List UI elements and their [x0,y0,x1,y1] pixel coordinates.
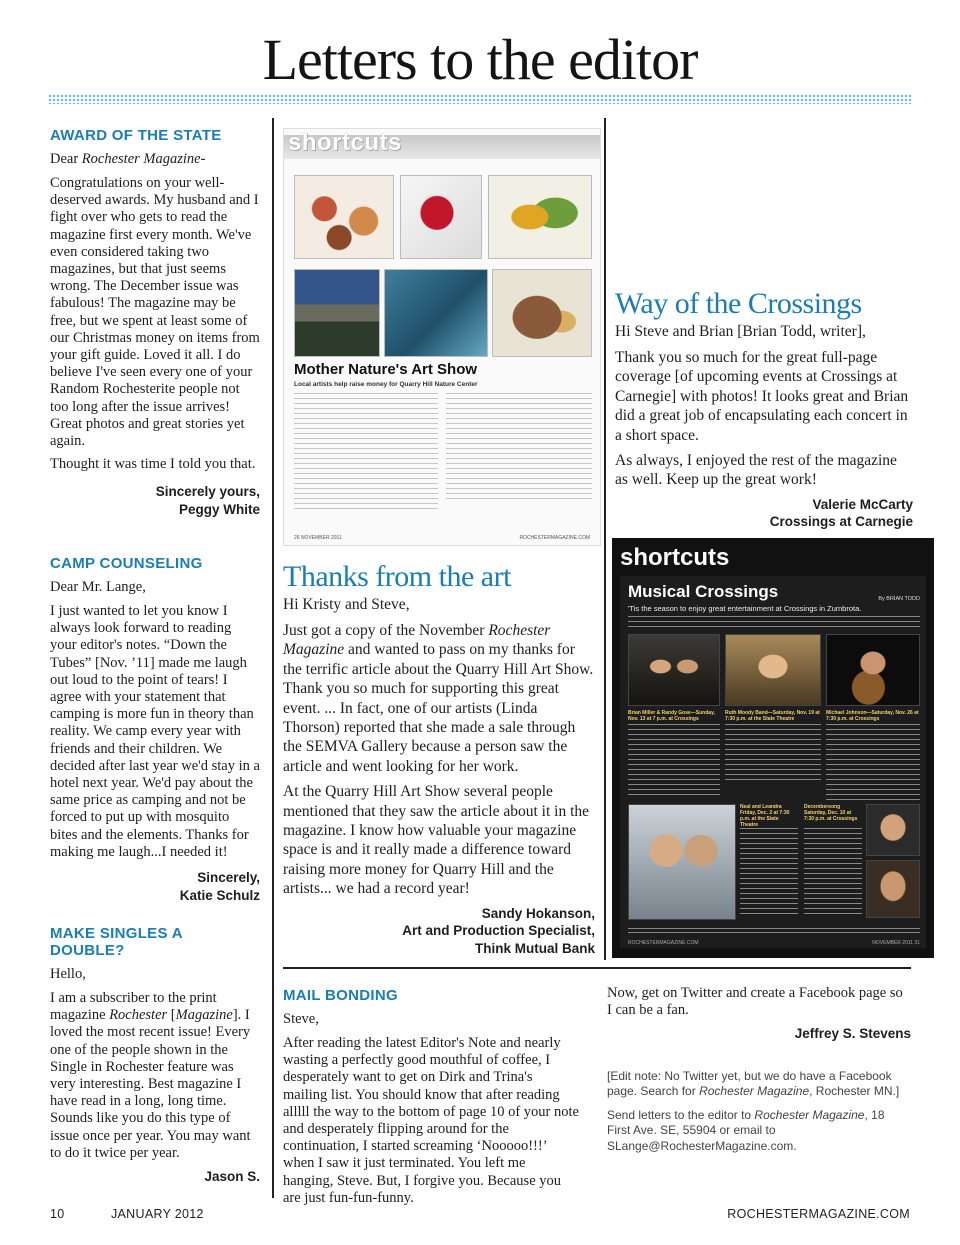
clipping-footer-left: 26 NOVEMBER 2011 [294,535,342,541]
clipping-section-logo: shortcuts [288,129,402,156]
letter-singles [50,925,260,1186]
author-title: Art and Production Specialist, [402,923,595,939]
clipping-byline: By BRIAN TODD [878,596,920,602]
event-caption: Michael Johnson—Saturday, Nov. 26 at 7:30 p.m. at Crossings [826,710,919,722]
clipping-footer-right: ROCHESTERMAGAZINE.COM [519,535,590,541]
event-text [725,724,821,784]
letter-paragraph: Congratulations on your well-deserved awards. My husband and I fight over who gets to read the magazine first every month. We've even considered taking two magazines, but that just seems wrong. The December issue was fabulous! The magazine may be free, but we spent at least some of our Christmas money on items from your gift guide. Loved it all. I do believe I've seen every one of your Random Rochesterite people not too long after the issue arrives! Great photos and great stories yet again. [50,175,260,450]
letter-paragraph: I just wanted to let you know I always look forward to reading your editor's notes. “Down the Tubes” [Nov. ’11] made me laugh out loud to the point of tears! I agree with your statement that camping is more fun in theory than reality. We camp every year with friends and their children. We decided after last year we'd stay in a hotel next year. We'd pay about the same price as camping and not be forced to put up with mosquito bites and the elements. Thanks for making me laugh...I needed it! [50,603,260,860]
author-name: Katie Schulz [179,887,260,903]
signature [50,483,260,518]
mail-section-divider [283,967,911,969]
musicians-photo-1 [628,634,720,706]
clipping-musical-crossings [612,538,934,958]
signature [50,1168,260,1186]
salutation: Hi Steve and Brian [Brian Todd, writer], [615,323,866,340]
issue-date: JANUARY 2012 [111,1207,204,1221]
letter-paragraph: At the Quarry Hill Art Show several people mentioned that they saw the article about it in the magazine. I know how valuable your magazine space is and it really made a difference toward raising more money for Quarry Hill and the artists... we had a record year! [283,783,590,898]
section-heading: Way of the Crossings [615,287,862,320]
section-heading: MAIL BONDING [283,987,398,1004]
event-caption: Decembersong Saturday, Dec. 10 at 7:30 p.m. at Crossings [804,804,858,822]
letter-paragraph: As always, I enjoyed the rest of the magazine as well. Keep up the great work! [615,452,897,489]
decembersong-photo-2 [866,860,920,918]
letter-paragraph: Thought it was time I told you that. [50,456,256,473]
author-name: Jason S. [204,1169,260,1185]
clipping-art-show [283,128,601,546]
edit-note: [Edit note: No Twitter yet, but we do have a Facebook page. Search for Rochester Magazine, Rochester MN.] [607,1068,900,1099]
sign-off: Sincerely, [197,870,260,886]
clipping-intro-text [628,616,920,628]
page-number: 10 [50,1207,65,1221]
salutation: Dear Rochester Magazine- [50,151,206,167]
decembersong-photo-1 [866,804,920,856]
salutation: Hello, [50,966,86,982]
author-name: Jeffrey S. Stevens [794,1026,911,1042]
letter-paragraph: Now, get on Twitter and create a Facebook page so I can be a fan. [607,985,903,1019]
section-heading: Thanks from the art [283,560,511,593]
letter-paragraph: After reading the latest Editor's Note and nearly wasting a perfectly good mouthful of coffee, I desperately want to get on Dirk and Trina's mailing list. You should know that after reading alllll the way to the bottom of page 10 of your note and desperately flipping around for the continuation, I started screaming ‘Nooooo!!!’ when I saw it just terminated. You left me hanging, Steve. But, I forgive you. Because you are just fun-fun-funny. [283,1035,579,1206]
letter-camp [50,555,260,904]
clipping-deck: Local artists help raise money for Quarry Hill Nature Center [294,381,478,388]
clipping-body-text-left [294,393,438,511]
salutation: Dear Mr. Lange, [50,579,146,595]
musicians-photo-2 [725,634,821,706]
clipping-footer-left: ROCHESTERMAGAZINE.COM [628,940,699,946]
clipping-footer-right: NOVEMBER 2011 31 [872,940,920,946]
vase-photo [492,269,592,357]
musicians-photo-3 [826,634,920,706]
clipping-body-text-right [446,393,592,503]
event-caption: Brian Miller & Randy Gose—Sunday, Nov. 13 at 7 p.m. at Crossings [628,710,715,722]
clipping-headline: Musical Crossings [628,582,779,601]
letter-paragraph: I am a subscriber to the print magazine Rochester [Magazine]. I loved the most recent issue! Every one of the people shown in the Single in Rochester feature was very interesting. Best magazine I have read in a long, long time. Sounds like you do this type of issue once per year. You may want to do it twice per year. [50,990,251,1161]
sunflower-photo [488,175,592,259]
neal-leandra-photo [628,804,736,920]
author-name: Peggy White [178,501,260,517]
site-url: ROCHESTERMAGAZINE.COM [727,1207,910,1221]
salutation: Steve, [283,1011,319,1027]
letter-crossings [615,288,913,531]
event-text [826,724,920,800]
letter-mail-continued [607,985,911,1162]
clipping-section-logo: shortcuts [620,544,730,571]
section-heading: AWARD OF THE STATE [50,127,222,144]
dotted-divider [48,94,912,104]
send-letters-note: Send letters to the editor to Rochester Magazine, 18 First Ave. SE, 55904 or email to SLange@RochesterMagazine.com. [607,1107,885,1153]
section-heading: MAKE SINGLES A DOUBLE? [50,925,183,959]
author-org: Crossings at Carnegie [769,514,913,530]
letter-mail [283,987,579,1213]
author-name: Sandy Hokanson, [481,905,595,921]
event-caption: Neal and Leandra Friday, Dec. 2 at 7:30 p.m. at the State Theatre [740,804,790,828]
event-text [740,828,798,918]
signature [607,1025,911,1043]
letter-art [283,561,595,957]
column-divider-right [604,118,606,960]
cardinal-photo [400,175,482,259]
event-caption: Ruth Moody Band—Saturday, Nov. 19 at 7:30 p.m. at the State Theatre [725,710,820,722]
pottery-photo [294,175,394,259]
signature [50,869,260,904]
letter-award [50,127,260,518]
stained-glass-photo [384,269,488,357]
page-title: Letters to the editor [262,27,698,92]
event-text [804,828,862,918]
winter-landscape-photo [294,269,380,357]
signature [283,905,595,958]
salutation: Hi Kristy and Steve, [283,596,410,613]
clipping-deck: 'Tis the season to enjoy great entertainment at Crossings in Zumbrota. [628,604,862,613]
signature [615,496,913,531]
letter-paragraph: Just got a copy of the November Rochester Magazine and wanted to pass on my thanks for the terrific article about the Quarry Hill Art Show. Thank you so much for supporting this great event. ... In fact, one of our artists (Linda Thorson) reported that she made a sale through the SEMVA Gallery because a person saw the article and went looking for her work. [283,622,594,775]
sign-off: Sincerely yours, [155,484,260,500]
clipping-headline: Mother Nature's Art Show [294,361,478,378]
clipping-ticket-info [628,928,920,936]
column-divider-left [272,118,274,1198]
section-heading: CAMP COUNSELING [50,555,203,572]
event-text [628,724,720,798]
author-org: Think Mutual Bank [474,940,595,956]
letter-paragraph: Thank you so much for the great full-page coverage [of upcoming events at Crossings at Carnegie] with photos! It looks great and Brian did a great job of encapsulating each concert in a short space. [615,349,909,444]
author-name: Valerie McCarty [812,496,913,512]
